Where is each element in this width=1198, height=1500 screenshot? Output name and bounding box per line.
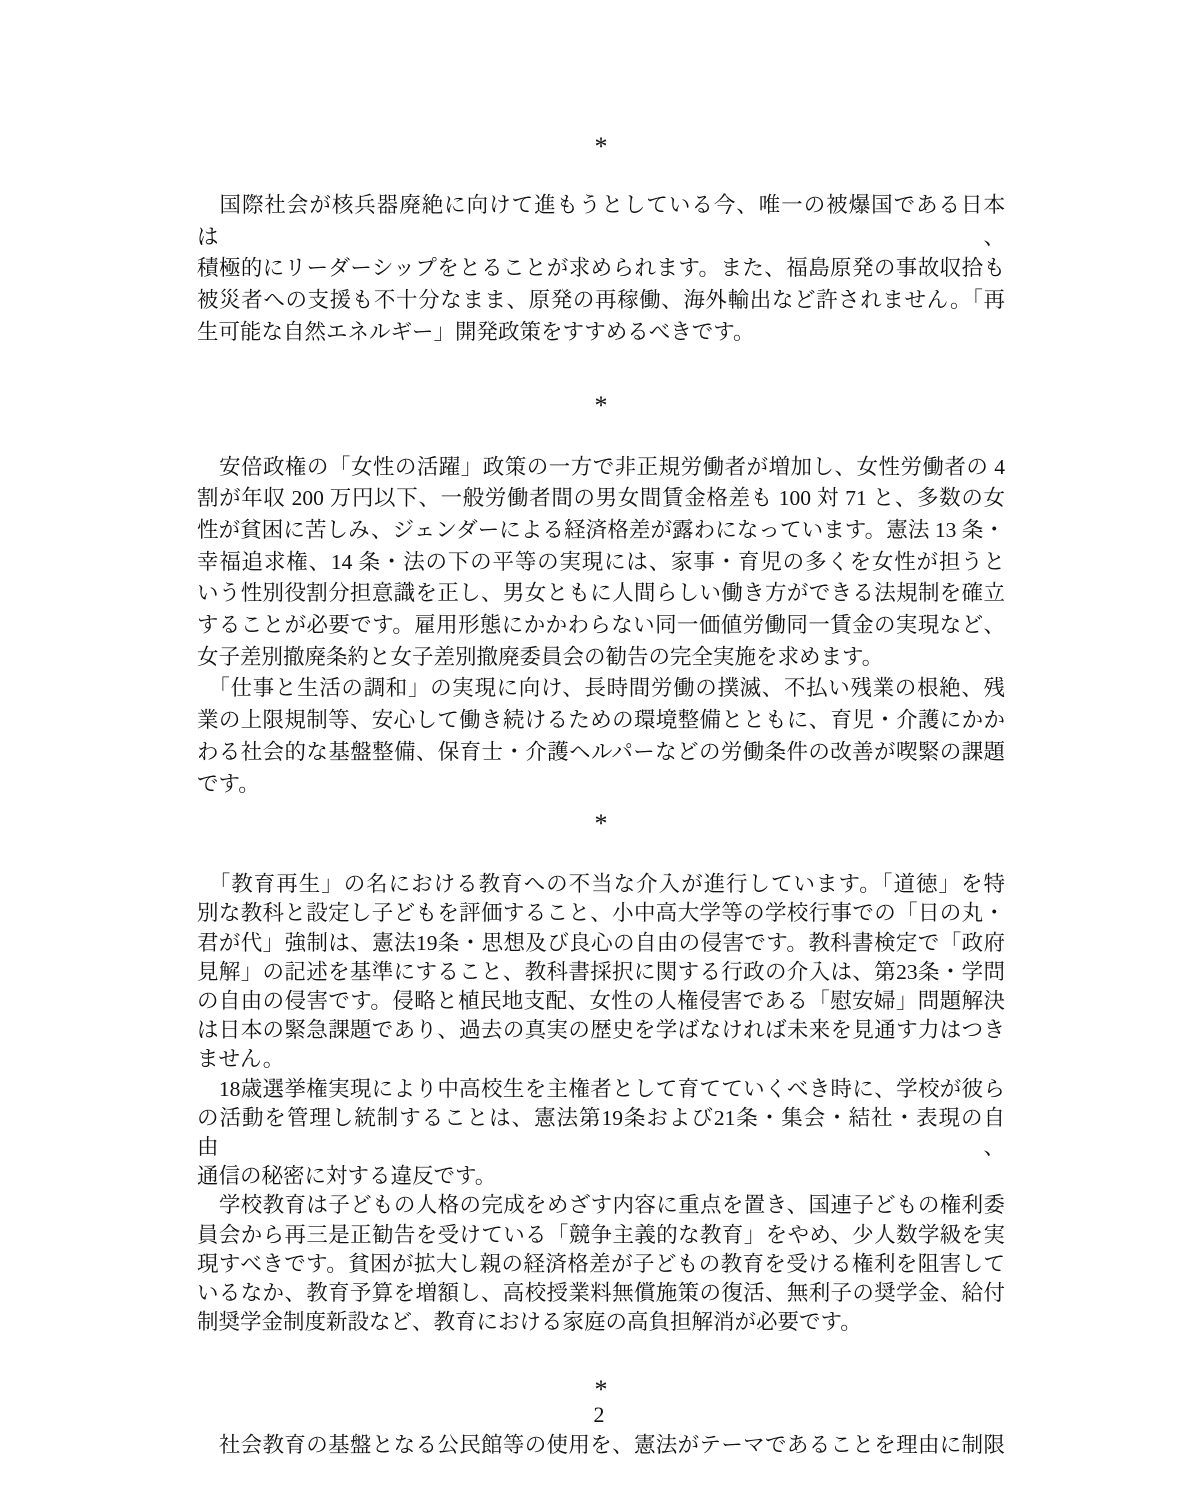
text-line: 通信の秘密に対する違反です。 bbox=[197, 1164, 497, 1189]
text-line: 社会教育の基盤となる公民館等の使用を、憲法がテーマであることを理由に制限 bbox=[197, 1432, 1005, 1457]
section-separator: * bbox=[594, 1374, 608, 1404]
text-line: いるなか、教育予算を増額し、高校授業料無償施策の復活、無利子の奨学金、給付 bbox=[197, 1281, 1005, 1306]
paragraph bbox=[197, 673, 1005, 800]
text-line: いう性別役割分担意識を正し、男女ともに人間らしい働き方ができる法規制を確立 bbox=[197, 581, 1005, 606]
text-line: 別な教科と設定し子どもを評価すること、小中高大学等の学校行事での「日の丸・ bbox=[197, 901, 1005, 926]
text-line: 君が代」強制は、憲法19条・思想及び良心の自由の侵害です。教科書検定で「政府 bbox=[197, 930, 1005, 955]
section-separator: * bbox=[594, 390, 608, 420]
paragraph bbox=[197, 870, 1005, 1074]
text-line: 制奨学金制度新設など、教育における家庭の高負担解消が必要です。 bbox=[197, 1310, 862, 1335]
paragraph bbox=[197, 1430, 1005, 1462]
text-line: 見解」の記述を基準にすること、教科書採択に関する行政の介入は、第23条・学問 bbox=[197, 959, 1005, 984]
text-line: 性が貧困に苦しみ、ジェンダーによる経済格差が露わになっています。憲法 13 条・ bbox=[197, 517, 1005, 542]
text-line: わる社会的な基盤整備、保育士・介護ヘルパーなどの労働条件の改善が喫緊の課題 bbox=[197, 739, 1005, 764]
paragraph bbox=[197, 1191, 1005, 1337]
section-separator: * bbox=[594, 809, 608, 839]
text-line: 割が年収 200 万円以下、一般労働者間の男女間賃金格差も 100 対 71 と、多数の女 bbox=[197, 486, 1005, 511]
text-line: 女子差別撤廃条約と女子差別撤廃委員会の勧告の完全実施を求めます。 bbox=[197, 644, 884, 669]
page-number: 2 bbox=[593, 1402, 605, 1427]
text-line: 「仕事と生活の調和」の実現に向け、長時間労働の撲滅、不払い残業の根絶、残 bbox=[197, 676, 1005, 701]
text-line: の自由の侵害です。侵略と植民地支配、女性の人権侵害である「慰安婦」問題解決 bbox=[197, 989, 1005, 1014]
paragraph bbox=[197, 190, 1005, 349]
paragraph bbox=[197, 452, 1005, 674]
document-body bbox=[197, 0, 1005, 1461]
text-line: 安倍政権の「女性の活躍」政策の一方で非正規労働者が増加し、女性労働者の 4 bbox=[197, 454, 1005, 479]
text-line: 員会から再三是正勧告を受けている「競争主義的な教育」をやめ、少人数学級を実 bbox=[197, 1222, 1005, 1247]
text-line: 業の上限規制等、安心して働き続けるための環境整備とともに、育児・介護にかか bbox=[197, 708, 1005, 733]
text-line: 18歳選挙権実現により中高校生を主権者として育てていくべき時に、学校が彼ら bbox=[197, 1076, 1005, 1101]
text-line: 幸福追求権、14 条・法の下の平等の実現には、家事・育児の多くを女性が担うと bbox=[197, 549, 1005, 574]
text-line: です。 bbox=[197, 771, 260, 796]
text-line: 学校教育は子どもの人格の完成をめざす内容に重点を置き、国連子どもの権利委 bbox=[197, 1193, 1005, 1218]
text-line: 被災者への支援も不十分なまま、原発の再稼働、海外輸出など許されません。「再 bbox=[197, 288, 1005, 313]
section-separator: * bbox=[594, 132, 608, 161]
text-line: 生可能な自然エネルギー」開発政策をすすめるべきです。 bbox=[197, 319, 755, 344]
text-line: 国際社会が核兵器廃絶に向けて進もうとしている今、唯一の被爆国である日本は、 bbox=[197, 193, 1005, 249]
text-line: することが必要です。雇用形態にかかわらない同一価値労働同一賃金の実現など、 bbox=[197, 613, 1005, 638]
text-line: 「教育再生」の名における教育への不当な介入が進行しています。「道徳」を特 bbox=[197, 872, 1005, 897]
paragraph bbox=[197, 1075, 1005, 1192]
text-line: ません。 bbox=[197, 1047, 285, 1072]
text-line: は日本の緊急課題であり、過去の真実の歴史を学ばなければ未来を見通す力はつき bbox=[197, 1018, 1005, 1043]
text-line: 積極的にリーダーシップをとることが求められます。また、福島原発の事故収拾も bbox=[197, 256, 1005, 281]
text-line: 現すべきです。貧困が拡大し親の経済格差が子どもの教育を受ける権利を阻害して bbox=[197, 1251, 1005, 1276]
text-line: の活動を管理し統制することは、憲法第19条および21条・集会・結社・表現の自由、 bbox=[197, 1105, 1005, 1160]
